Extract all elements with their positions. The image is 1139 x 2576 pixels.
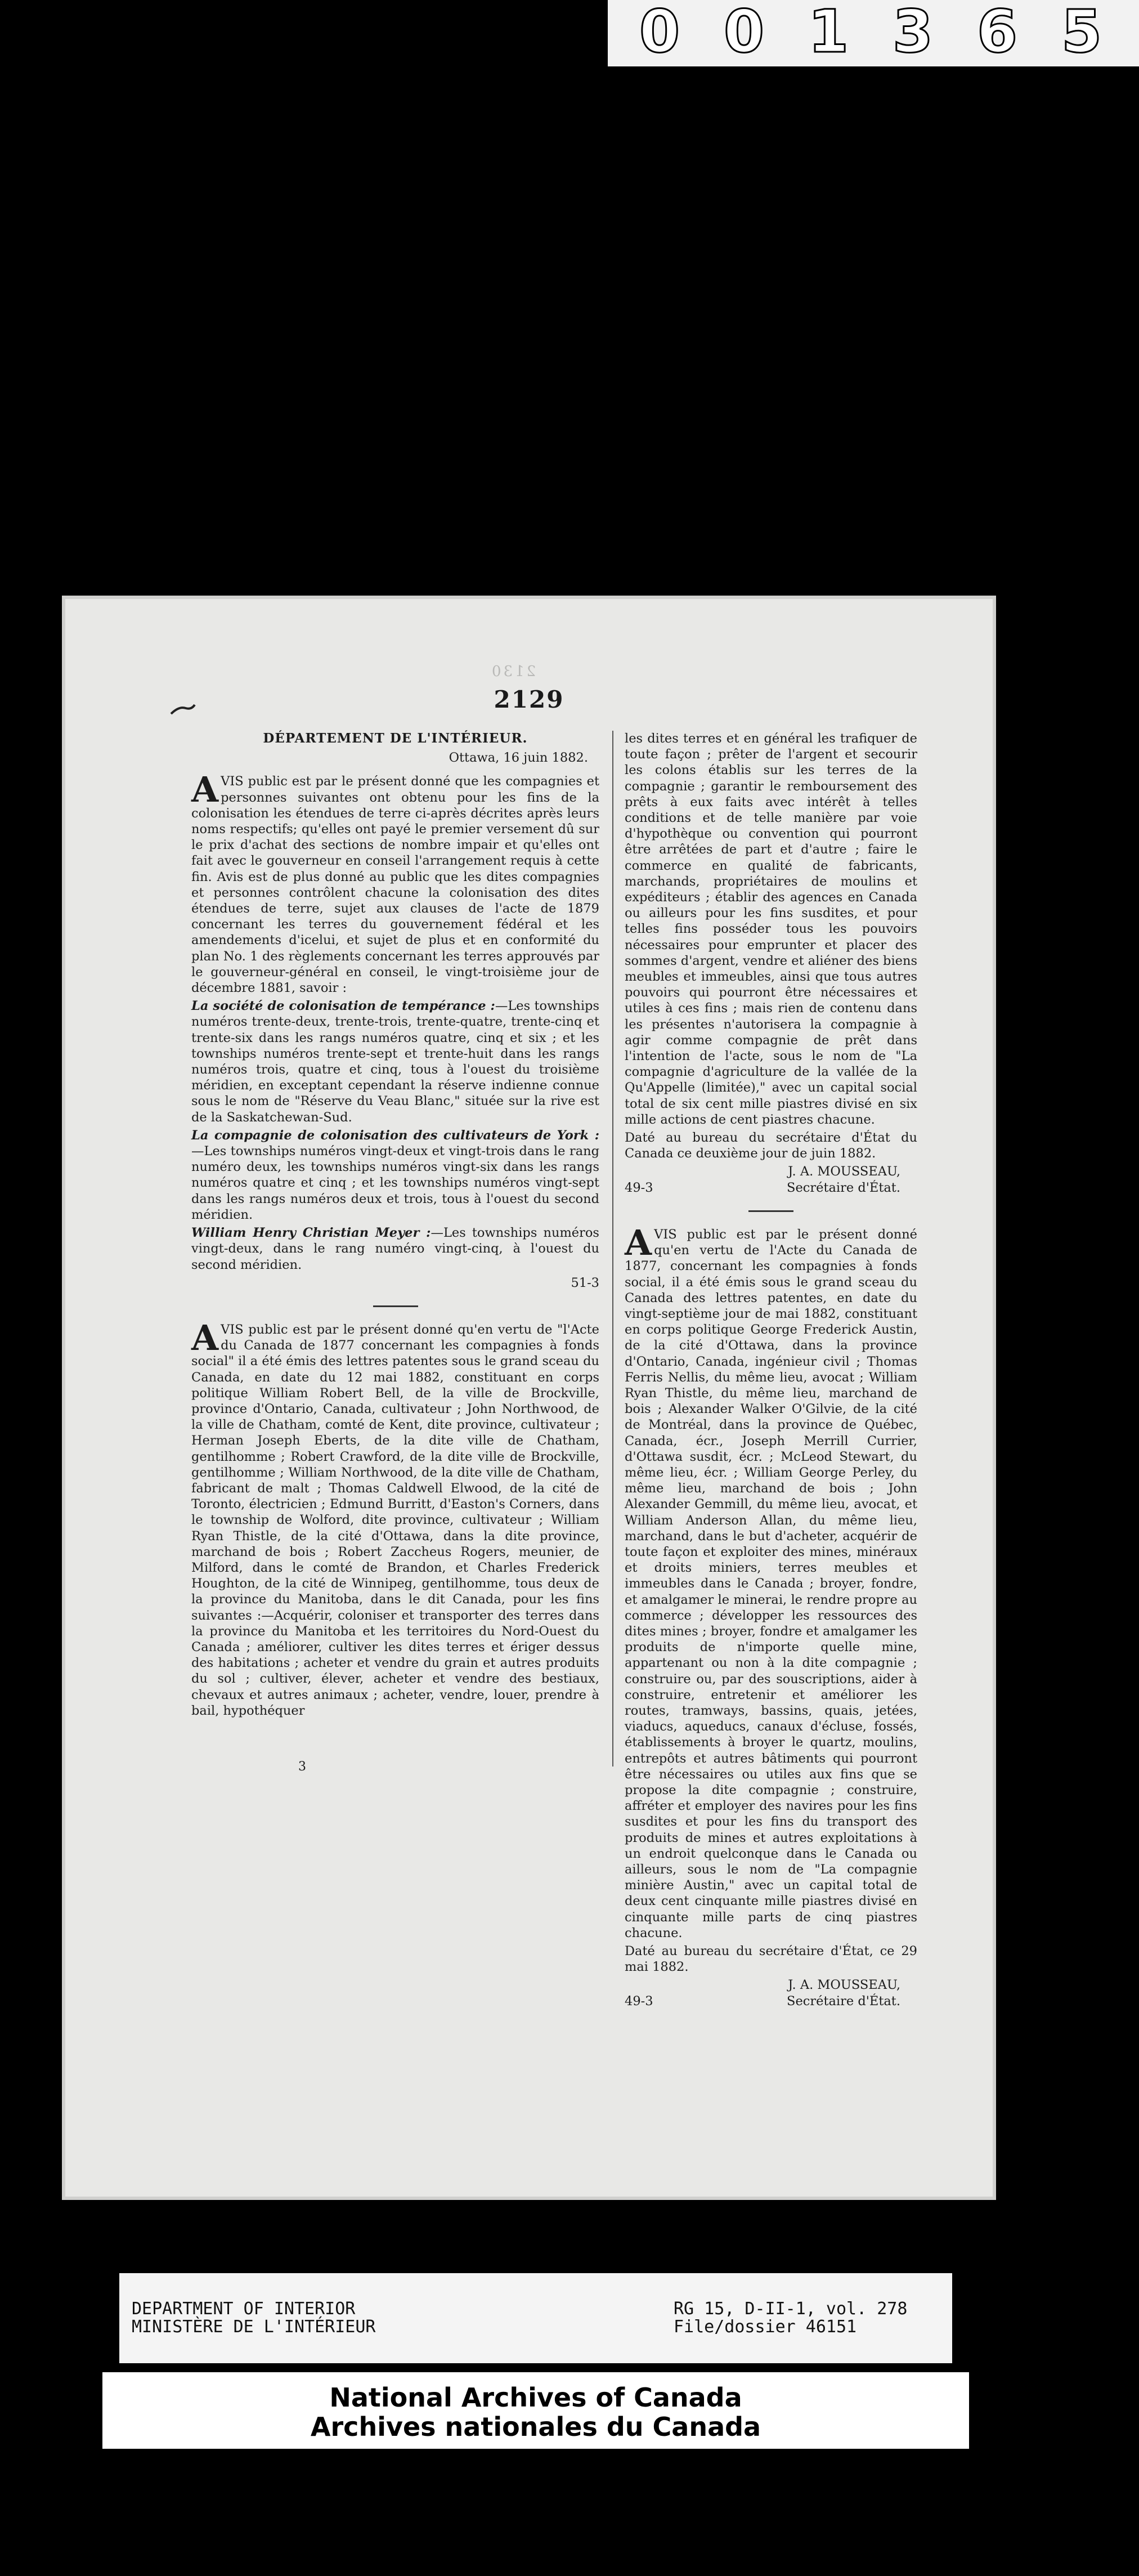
separator-rule [373,1305,418,1307]
frame-digit: 0 [723,0,765,66]
frame-digit: 1 [808,0,849,66]
signatory-name: J. A. MOUSSEAU, [788,1164,900,1179]
signature [787,1164,917,1195]
banner-french: Archives nationales du Canada [310,2412,761,2442]
notice-paragraph [191,1128,599,1223]
frame-digit: 0 [639,0,680,66]
left-column [191,731,599,1721]
drop-cap: A [625,1222,652,1263]
drop-cap: A [191,769,219,811]
archive-banner [102,2372,969,2449]
signatory-name: J. A. MOUSSEAU, [788,1978,900,1993]
frame-number-strip [608,0,1139,66]
notice-paragraph: Daté au bureau du secrétaire d'État du Canada ce deuxième jour de juin 1882. [625,1130,917,1161]
paragraph-text: VIS public est par le présent donné qu'en vertu de l'Acte du Canada de 1877, concernant les compagnies à fonds social, il a été émis sous le grand sceau du Canada des lettres patentes, en date du vingt-septième jour de mai 1882, constituant en corps politique George Frederick Austin, de la cité d'Ottawa, dans la province d'Ontario, Canada, ingénieur civil ; Thomas Ferris Nellis, du même lieu, avocat ; William Ryan Thistle, du même lieu, marchand de bois ; Alexander Walker O'Gilvie, de la cité de Montréal, dans la province de Québec, Canada, écr., Joseph Merrill Currier, d'Ottawa susdit, écr. ; McLeod Stewart, du même lieu, écr. ; William George Perley, du même lieu, marchand de bois ; John Alexander Gemmill, du même lieu, avocat, et William Anderson Allan, du même lieu, marchand, dans le but d'acheter, acquérir de toute façon et exploiter des mines, minéraux et droits miniers, terres meubles et immeubles dans le Canada ; broyer, fondre, et amalgamer le minerai, le rendre propre au commerce ; développer les ressources des dites mines ; broyer, fondre et amalgamer les produits de n'importe quelle mine, appartenant ou non à la dite compagnie ; construire ou, par des souscriptions, aider à construire, entretenir et améliorer les routes, tramways, bassins, quais, jetées, viaducs, aqueducs, canaux d'écluse, fossés, établissements à broyer le quartz, moulins, entrepôts et autres bâtiments qui pourront être nécessaires ou utiles aux fins que se propose la dite compagnie ; construire, affréter et employer des navires pour les fins susdites et pour les fins du transport des produits de mines et autres exploitations à un endroit quelconque dans le Canada ou ailleurs, sous le nom de "La compagnie minière Austin," avec un capital total de deux cent cinquante mille piastres divisé en cinquante mille parts de cinq piastres chacune. [625,1227,917,1940]
paragraph-text: —Les townships numéros vingt-deux et vingt-trois dans le rang numéro deux, les townships numéros vingt-six dans les rangs numéros quatre et cinq ; et les townships numéros vingt-sept dans les rangs numéros deux et trois, tous à l'ouest du second méridien. [191,1144,599,1222]
notice-paragraph [191,1317,599,1719]
notice-paragraph [191,998,599,1125]
archive-reference-label [119,2273,952,2363]
signatory-title: Secrétaire d'État. [787,1180,900,1195]
signature-block [625,1977,917,2009]
notice-paragraph: les dites terres et en général les trafiquer de toute façon ; prêter de l'argent et secourir les colons établis sur les terres de la compagnie ; garantir le remboursement des prêts à eux faits avec intérêt à telles conditions et de telle manière par voie d'hypothèque ou convention qui pourront être arrêtées de part et d'autre ; faire le commerce en qualité de fabricants, marchands, propriétaires de moulins et expéditeurs ; établir des agences en Canada ou ailleurs pour les fins susdites, et pour telles fins posséder tous les pouvoirs nécessaires pour emprunter et placer des sommes d'argent, vendre et aliéner des biens meubles et immeubles, ainsi que tous autres pouvoirs qui pourront être nécessaires et utiles à ces fins ; mais rien de contenu dans les présentes n'autorisera la compagnie à agir comme compagnie de prêt dans l'intention de l'acte, sous le nom de "La compagnie d'agriculture de la vallée de la Qu'Appelle (limitée)," avec un capital social total de six cent mille piastres divisé en six mille actions de cent piastres chacune. [625,731,917,1127]
section-heading: DÉPARTEMENT DE L'INTÉRIEUR. [263,731,528,746]
page-foot-mark: 3 [298,1760,306,1774]
frame-digit: 5 [1061,0,1102,66]
notice-paragraph [191,1225,599,1273]
separator-rule [748,1210,793,1212]
signatory-title: Secrétaire d'État. [787,1993,900,2009]
notice-paragraph [191,769,599,996]
reference-number: 49-3 [625,1993,653,2009]
column-divider [612,731,613,1766]
reference-number: 49-3 [625,1180,653,1195]
paragraph-text: —Les townships numéros trente-deux, trente-trois, trente-quatre, trente-cinq et trente-six dans les rangs numéros quatre, cinq et six ; et les townships numéros trente-sept et trente-huit dans les rangs numéros trois, quatre et cinq, tous à l'ouest du troisième méridien, en exceptant cependant la réserve indienne connue sous le nom de "Réserve du Veau Blanc," située sur la rive est de la Saskatchewan-Sud. [191,999,599,1125]
file-number: File/dossier 46151 [674,2317,857,2337]
signature-block [625,1164,917,1195]
scanned-gazette-page [62,596,996,2200]
company-name: La compagnie de colonisation des cultivateurs de York : [191,1128,599,1143]
signature [787,1977,917,2009]
paragraph-text: VIS public est par le présent donné qu'en vertu de "l'Acte du Canada de 1877 concernant les compagnies à fonds social" il a été émis des lettres patentes sous le grand sceau du Canada, en date du 12 mai 1882, constituant en corps politique William Robert Bell, de la ville de Brockville, province d'Ontario, Canada, cultivateur ; John Northwood, de la ville de Chatham, comté de Kent, dite province, cultivateur ; Herman Joseph Eberts, de la dite ville de Chatham, gentilhomme ; Robert Crawford, de la dite ville de Brockville, gentilhomme ; William Northwood, de la dite ville de Chatham, fabricant de malt ; Thomas Caldwell Elwood, de la cité de Toronto, électricien ; Edmund Burritt, d'Easton's Corners, dans le township de Wolford, dite province, cultivateur ; William Ryan Thistle, de la cité d'Ottawa, dans la dite province, marchand de bois ; Robert Zaccheus Rogers, meunier, de Milford, dans le comté de Brandon, et Charles Frederick Houghton, de la cité de Winnipeg, gentilhomme, tous deux de la province du Manitoba, dans le dit Canada, pour les fins suivantes :—Acquérir, coloniser et transporter des terres dans la province du Manitoba et les territoires du Nord-Ouest du Canada ; améliorer, cultiver les dites terres et ériger dessus des habitations ; acheter et vendre du grain et autres produits du sol ; cultiver, élever, acheter et vendre des bestiaux, chevaux et autres animaux ; acheter, vendre, louer, prendre à bail, hypothéquer [191,1322,599,1718]
person-name: William Henry Christian Meyer : [191,1226,431,1241]
notice-paragraph: Daté au bureau du secrétaire d'État, ce 29 mai 1882. [625,1944,917,1975]
department-english: DEPARTMENT OF INTERIOR [132,2299,356,2319]
company-name: La société de colonisation de tempérance : [191,999,495,1014]
page-number: 2129 [494,686,564,713]
frame-digit: 3 [892,0,934,66]
paragraph-text: —Les townships numéros vingt-deux, dans le rang numéro vingt-cinq, à l'ouest du second méridien. [191,1226,599,1272]
frame-digit: 6 [976,0,1018,66]
banner-english: National Archives of Canada [329,2382,742,2413]
department-french: MINISTÈRE DE L'INTÉRIEUR [132,2317,376,2337]
record-group: RG 15, D-II-1, vol. 278 [674,2299,908,2319]
right-column [625,731,917,2009]
reference-number: 51-3 [571,1275,599,1290]
dateline: Ottawa, 16 juin 1882. [449,750,588,766]
notice-paragraph [625,1222,917,1941]
drop-cap: A [191,1317,219,1358]
bleed-through-number: 2130 [490,663,536,680]
paragraph-text: VIS public est par le présent donné que les compagnies et personnes suivantes ont obtenu pour les fins de la colonisation les étendues de terre ci-après décrites après leurs noms respectifs; qu'elles ont payé le premier versement dû sur le prix d'achat des sections de nombre impair et qu'elles ont fait avec le gouverneur en conseil l'arrangement requis à cette fin. Avis est de plus donné au public que les dites compagnies et personnes contrôlent chacune la colonisation des dites étendues de terre, sujet aux clauses de l'acte de 1879 concernant les terres du gouvernement fédéral et les amendements d'icelui, et sujet de plus et en conformité du plan No. 1 des règlements concernant les terres approuvés par le gouverneur-général en conseil, le vingt-troisième jour de décembre 1881, savoir : [191,774,599,996]
